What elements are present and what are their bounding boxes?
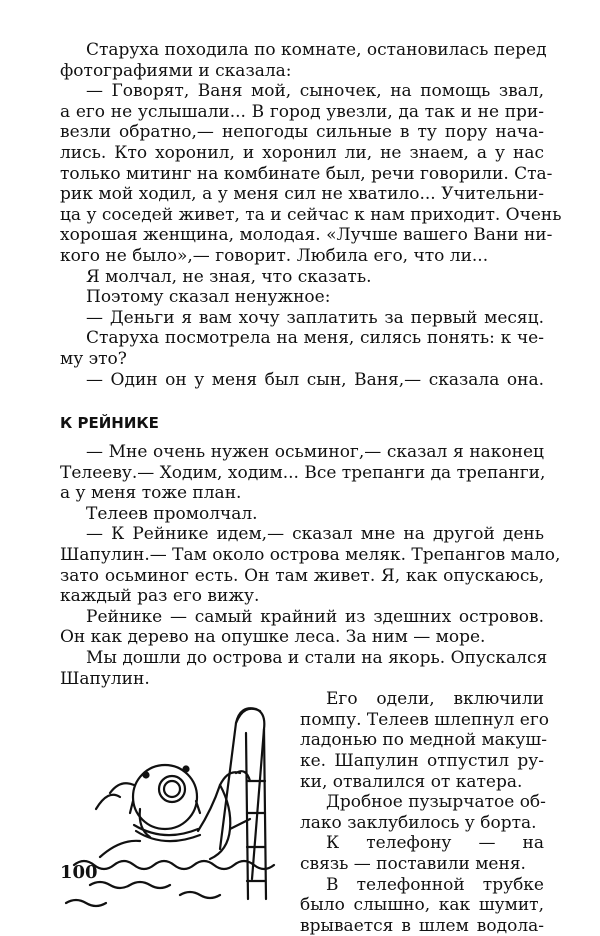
text-line: Телеев промолчал. bbox=[86, 503, 258, 524]
paragraph-10 bbox=[60, 524, 561, 607]
text-line: а его не услышали... В город увезли, да так и не при- bbox=[60, 101, 544, 122]
paragraph-1 bbox=[60, 40, 547, 81]
section-heading: К РЕЙНИКЕ bbox=[60, 414, 159, 433]
text-line: Старуха походила по комнате, остановилась перед bbox=[86, 40, 547, 60]
text-line: ки, отвалился от катера. bbox=[300, 771, 523, 792]
text-line: Он как дерево на опушке леса. За ним — море. bbox=[60, 627, 486, 648]
text-column bbox=[300, 689, 549, 936]
text-line: му это? bbox=[60, 348, 127, 369]
text-line: Старуха посмотрела на меня, силясь понять: к че- bbox=[86, 328, 544, 349]
paragraph-6 bbox=[60, 328, 544, 369]
text-line: ца у соседей живет, та и сейчас к нам приходит. Очень bbox=[60, 204, 562, 225]
paragraph-12 bbox=[60, 648, 548, 689]
text-line: врывается в шлем водола- bbox=[300, 915, 544, 936]
text-line: Его одели, включили bbox=[326, 689, 544, 710]
paragraph-16 bbox=[300, 875, 544, 936]
paragraph-13 bbox=[300, 689, 549, 792]
paragraph-7 bbox=[60, 370, 544, 391]
paragraph-4 bbox=[60, 287, 544, 308]
paragraph-3 bbox=[60, 267, 544, 288]
text-line: К телефону — на bbox=[326, 833, 544, 854]
text-line: а у меня тоже план. bbox=[60, 483, 242, 504]
text-line: ладонью по медной макуш- bbox=[300, 730, 547, 751]
text-line: — К Рейнике идем,— сказал мне на другой день bbox=[86, 524, 544, 545]
text-line: Шапулин.— Там около острова меляк. Трепангов мало, bbox=[60, 545, 561, 566]
text-line: везли обратно,— непогоды сильные в ту пору нача- bbox=[60, 122, 544, 143]
text-line: Мы дошли до острова и стали на якорь. Опускался bbox=[86, 648, 548, 669]
text-line: Шапулин. bbox=[60, 668, 150, 689]
paragraph-11 bbox=[60, 607, 544, 648]
text-line: В телефонной трубке bbox=[326, 874, 544, 895]
diver-ladder-illustration bbox=[60, 689, 298, 929]
text-line: зато осьминог есть. Он там живет. Я, как опускаюсь, bbox=[60, 565, 544, 586]
text-line: рик мой ходил, а у меня сил не хватило... Учительни- bbox=[60, 184, 544, 205]
page-body bbox=[60, 40, 562, 936]
text-line: каждый раз его вижу. bbox=[60, 586, 260, 607]
text-line: — Говорят, Ваня мой, сыночек, на помощь звал, bbox=[86, 81, 544, 102]
paragraph-8 bbox=[60, 442, 544, 504]
text-line: ке. Шапулин отпустил ру- bbox=[300, 751, 544, 771]
text-line: — Деньги я вам хочу заплатить за первый месяц. bbox=[86, 307, 544, 328]
paragraph-14 bbox=[300, 792, 544, 833]
text-line: Поэтому сказал ненужное: bbox=[86, 287, 331, 308]
text-line: Рейнике — самый крайний из здешних островов. bbox=[86, 606, 544, 627]
text-line: Телееву.— Ходим, ходим... Все трепанги да трепанги, bbox=[60, 462, 546, 483]
text-line: связь — поставили меня. bbox=[300, 853, 526, 874]
text-line: только митинг на комбинате был, речи говорили. Ста- bbox=[60, 163, 553, 184]
text-line: хорошая женщина, молодая. «Лучше вашего Вани ни- bbox=[60, 225, 553, 246]
text-line: Я молчал, не зная, что сказать. bbox=[86, 266, 372, 287]
text-line: Дробное пузырчатое об- bbox=[326, 792, 546, 813]
paragraph-5 bbox=[60, 308, 544, 329]
text-line: фотографиями и сказала: bbox=[60, 60, 292, 81]
text-line: лись. Кто хоронил, и хоронил ли, не знаем, а у нас bbox=[60, 142, 544, 163]
text-line: — Один он у меня был сын, Ваня,— сказала она. bbox=[86, 369, 544, 390]
illustrated-block bbox=[60, 689, 549, 936]
text-line: кого не было»,— говорит. Любила его, что ли... bbox=[60, 245, 489, 266]
text-line: было слышно, как шумит, bbox=[300, 895, 544, 916]
text-line: помпу. Телеев шлепнул его bbox=[300, 709, 549, 730]
text-line: лако заклубилось у борта. bbox=[300, 812, 537, 833]
text-line: — Мне очень нужен осьминог,— сказал я наконец bbox=[86, 442, 544, 463]
paragraph-2 bbox=[60, 81, 562, 266]
paragraph-9 bbox=[60, 504, 544, 525]
page-number: 100 bbox=[60, 862, 98, 883]
paragraph-15 bbox=[300, 833, 544, 874]
